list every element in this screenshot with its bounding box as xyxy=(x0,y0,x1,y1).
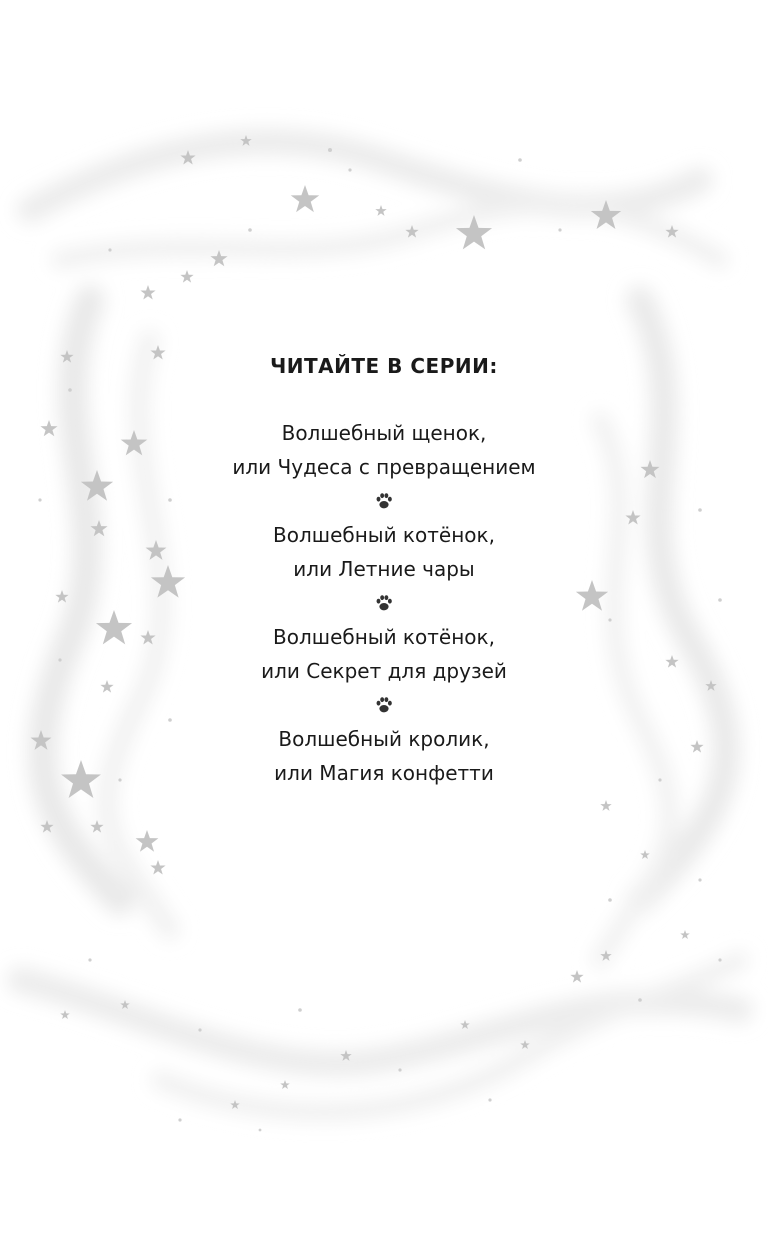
book-title: Волшебный кролик, xyxy=(278,727,490,751)
series-list-section xyxy=(0,352,768,790)
paw-print-icon xyxy=(373,592,395,614)
book-entry-4 xyxy=(0,722,768,790)
book-title: Волшебный котёнок, xyxy=(273,625,495,649)
book-subtitle: или Секрет для друзей xyxy=(261,659,507,683)
paw-print-icon xyxy=(373,694,395,716)
book-subtitle: или Магия конфетти xyxy=(274,761,494,785)
paw-print-icon xyxy=(373,490,395,512)
book-subtitle: или Чудеса с превращением xyxy=(232,455,536,479)
book-entry-2 xyxy=(0,518,768,586)
series-heading: ЧИТАЙТЕ В СЕРИИ: xyxy=(270,354,498,378)
book-entry-3 xyxy=(0,620,768,688)
book-title: Волшебный щенок, xyxy=(281,421,487,445)
book-title: Волшебный котёнок, xyxy=(273,523,495,547)
book-subtitle: или Летние чары xyxy=(293,557,475,581)
book-entry-1 xyxy=(0,416,768,484)
